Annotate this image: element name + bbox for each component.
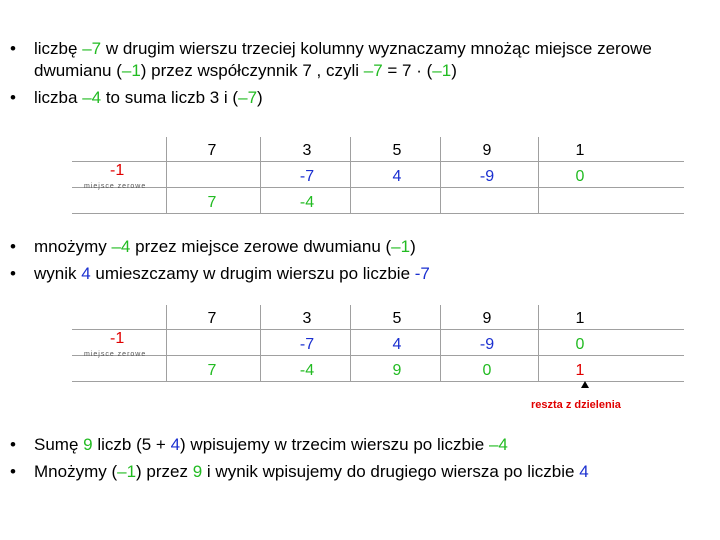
text-run: ) (451, 61, 457, 80)
root-label: miejsce zerowe (84, 183, 147, 190)
bullet-list-3 (8, 434, 708, 488)
table-rule (72, 381, 684, 382)
text-run: –4 (488, 435, 508, 454)
text-run: ) (257, 88, 263, 107)
table-rule (72, 355, 684, 356)
text-run: Mnożymy ( (34, 462, 118, 481)
text-run: ) przez (136, 462, 193, 481)
text-run: -7 (414, 264, 430, 283)
text-run: liczb (5 + (92, 435, 171, 454)
table-cell: -9 (479, 168, 495, 185)
text-run: i wynik wpisujemy do drugiego wiersza po liczbie (202, 462, 580, 481)
bullet-item (8, 434, 708, 456)
table-cell: -7 (299, 336, 315, 353)
table-rule (72, 187, 684, 188)
text-run: ) przez współczynnik 7 , czyli (140, 61, 364, 80)
text-run: = 7 · ( (382, 61, 433, 80)
bullet-list-1 (8, 38, 708, 114)
root-value: -1 (110, 330, 125, 347)
table-cell: 1 (575, 362, 585, 379)
table-cell: 7 (207, 362, 217, 379)
text-run: wynik (34, 264, 82, 283)
root-value: -1 (110, 162, 125, 179)
text-run: mnożymy (34, 237, 112, 256)
table-cell: 4 (392, 168, 402, 185)
text-run: liczbę (34, 39, 83, 58)
text-run: ) wpisujemy w trzecim wierszu po liczbie (180, 435, 489, 454)
text-run: 9 (83, 435, 93, 454)
text-run: –7 (82, 39, 102, 58)
text-run: w drugim wierszu trzeciej kolumny wyznaczamy mnożąc miejsce zerowe dwumianu ( (34, 39, 652, 80)
table-separator (440, 137, 441, 213)
text-run: –1 (121, 61, 141, 80)
text-run: –1 (391, 237, 411, 256)
horner-table-2 (72, 305, 684, 381)
table-cell: 5 (392, 142, 402, 159)
table-cell: 9 (392, 362, 402, 379)
table-rule (72, 161, 684, 162)
root-label: miejsce zerowe (84, 351, 147, 358)
table-separator (538, 137, 539, 213)
table-cell: 9 (482, 310, 492, 327)
table-cell: 7 (207, 194, 217, 211)
text-run: –1 (432, 61, 452, 80)
bullet-item (8, 236, 708, 258)
table-separator (260, 305, 261, 381)
table-cell: 5 (392, 310, 402, 327)
table-separator (350, 137, 351, 213)
text-run: 9 (192, 462, 203, 481)
text-run: Sumę (34, 435, 84, 454)
bullet-list-2 (8, 236, 708, 290)
bullet-item (8, 461, 708, 483)
text-run: 4 (579, 462, 589, 481)
text-run: –4 (111, 237, 131, 256)
table-cell: 3 (302, 310, 312, 327)
table-separator (166, 137, 167, 213)
table-cell: -4 (299, 362, 315, 379)
table-cell: 3 (302, 142, 312, 159)
text-run: –4 (82, 88, 102, 107)
table-cell: -4 (299, 194, 315, 211)
table-cell: 1 (575, 310, 585, 327)
text-run: 4 (81, 264, 91, 283)
table-cell: 0 (482, 362, 492, 379)
table-separator (350, 305, 351, 381)
text-run: umieszczamy w drugim wierszu po liczbie (90, 264, 415, 283)
remainder-label: reszta z dzielenia (531, 399, 621, 411)
table-separator (538, 305, 539, 381)
table-cell: -7 (299, 168, 315, 185)
bullet-item (8, 87, 708, 109)
text-run: liczba (34, 88, 83, 107)
table-separator (260, 137, 261, 213)
table-cell: 0 (575, 336, 585, 353)
text-run: –7 (363, 61, 383, 80)
table-cell: 7 (207, 142, 217, 159)
text-run: przez miejsce zerowe dwumianu ( (130, 237, 392, 256)
table-cell: 4 (392, 336, 402, 353)
table-cell: 0 (575, 168, 585, 185)
table-cell: 1 (575, 142, 585, 159)
table-rule (72, 213, 684, 214)
text-run: ) (410, 237, 416, 256)
table-cell: -9 (479, 336, 495, 353)
text-run: to suma liczb 3 i ( (101, 88, 239, 107)
horner-table-1 (72, 137, 684, 213)
table-separator (166, 305, 167, 381)
text-run: 4 (170, 435, 181, 454)
table-cell: 9 (482, 142, 492, 159)
table-rule (72, 329, 684, 330)
bullet-item (8, 263, 708, 285)
text-run: –1 (117, 462, 137, 481)
bullet-item (8, 38, 708, 82)
text-run: –7 (238, 88, 258, 107)
remainder-arrow-icon (581, 381, 589, 388)
table-cell: 7 (207, 310, 217, 327)
table-separator (440, 305, 441, 381)
